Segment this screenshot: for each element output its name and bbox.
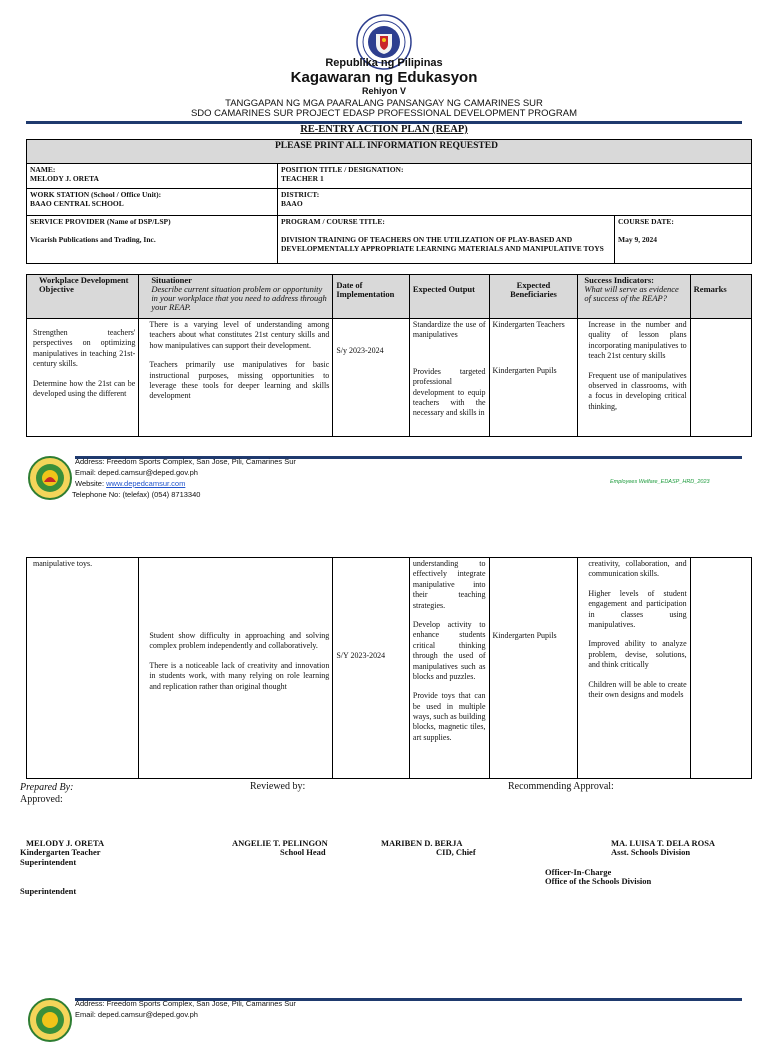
oic-office: Office of the Schools Division <box>545 876 652 886</box>
course-label: PROGRAM / COURSE TITLE: <box>281 217 385 226</box>
footer-address-2: Address: Freedom Sports Complex, San Jose, Pili, Camarines Sur <box>75 999 296 1008</box>
footer-email-2: Email: deped.camsur@deped.gov.ph <box>75 1010 198 1019</box>
situation-p2-1: Student show difficulty in approaching and solving complex problem independently and collaboratively. <box>149 631 330 651</box>
district-value: BAAO <box>281 199 303 208</box>
name-value: MELODY J. ORETA <box>30 174 99 183</box>
provider-label: SERVICE PROVIDER (Name of DSP/LSP) <box>30 217 171 226</box>
beneficiary-cell <box>489 319 578 437</box>
preparer-title: Kindergarten Teacher <box>20 847 101 857</box>
th-situation-label: Situationer <box>151 275 192 285</box>
course-value: DIVISION TRAINING OF TEACHERS ON THE UTILIZATION OF PLAY-BASED AND DEVELOPMENTALLY APPROPRIATE LEARNING MATERIALS AND MANIPULATIVE TOYS <box>281 235 604 253</box>
school-head-name: ANGELIE T. PELINGON <box>232 838 328 848</box>
division-seal-icon <box>28 456 72 500</box>
output-p2-3: Provide toys that can be used in multiple ways, such as building blocks, magnetic tiles, art supplies. <box>412 691 486 742</box>
objective-1: Strengthen teachers' perspectives on optimizing manipulatives in teaching 21st-century skills. <box>33 328 136 369</box>
remarks-cell-p2 <box>690 558 751 779</box>
asds-name: MA. LUISA T. DELA ROSA <box>611 838 716 848</box>
workstation-cell <box>27 189 278 216</box>
position-label: POSITION TITLE / DESIGNATION: <box>281 165 404 174</box>
th-situation <box>139 275 333 319</box>
output-p2-2: Develop activity to enhance students critical thinking through the used of manipulatives such as blocks and puzzles. <box>412 619 486 681</box>
date-value: May 9, 2024 <box>618 235 657 244</box>
footer-address: Address: Freedom Sports Complex, San Jose, Pili, Camarines Sur <box>75 457 296 466</box>
situation-2: Teachers primarily use manipulatives for basic instructional purposes, missing opportunities to leverage these tools for deeper learning and skills development <box>149 360 330 401</box>
indicator-cell-p2 <box>578 558 690 779</box>
school-head-title: School Head <box>280 847 326 857</box>
objective-cell <box>27 319 139 437</box>
name-label: NAME: <box>30 165 56 174</box>
info-table <box>26 139 752 264</box>
th-indicators <box>578 275 690 319</box>
recommending-label: Recommending Approval: <box>508 781 614 792</box>
situation-cell-p2 <box>139 558 333 779</box>
position-cell <box>278 164 752 189</box>
course-cell <box>278 216 615 264</box>
cid-name: MARIBEN D. BERJA <box>381 838 463 848</box>
footer-email: Email: deped.camsur@deped.gov.ph <box>75 468 198 477</box>
district-cell <box>278 189 752 216</box>
objective-2: Determine how the 21st can be developed using the different <box>33 378 136 398</box>
position-value: TEACHER 1 <box>281 174 324 183</box>
provider-value: Vicarish Publications and Trading, Inc. <box>30 235 156 244</box>
th-situation-desc: Describe current situation problem or opportunity in your workplace that you need to address through your REAP. <box>151 283 327 312</box>
situation-p2-2: There is a noticeable lack of creativity and innovation in students work, with many relying on role learning and replication rather than original thought <box>149 660 330 691</box>
th-output: Expected Output <box>409 275 489 319</box>
th-date: Date of Implementation <box>333 275 410 319</box>
indicator-1: Increase in the number and quality of lesson plans incorporating manipulatives to teach 21st century skills <box>588 320 687 361</box>
th-objective: Workplace Development Objective <box>27 275 139 319</box>
output-p2-1: understanding to effectively integrate manipulative into their teaching strategies. <box>412 559 486 610</box>
date-cell <box>615 216 752 264</box>
beneficiary-1: Kindergarten Teachers <box>492 320 565 329</box>
th-indicators-label: Success Indicators: <box>584 275 655 285</box>
reviewed-label: Reviewed by: <box>250 781 306 792</box>
footer-code: Employees Welfare_EDASP_HRD_2023 <box>610 479 710 485</box>
name-cell <box>27 164 278 189</box>
output-cell-p2 <box>409 558 489 779</box>
indicator-cell <box>578 319 690 437</box>
workstation-label: WORK STATION (School / Office Unit): <box>30 190 162 199</box>
indicator-p2-2: Higher levels of student engagement and participation in classes using manipulatives. <box>588 588 687 629</box>
implementation-date: S/y 2023-2024 <box>336 346 384 355</box>
preparer-name: MELODY J. ORETA <box>26 838 105 848</box>
footer-website-link[interactable]: www.depedcamsur.com <box>106 479 186 488</box>
reap-table-page1 <box>26 274 752 437</box>
output-1: Standardize the use of manipulatives <box>412 320 486 340</box>
indicator-2: Frequent use of manipulatives observed in classrooms, with a focus in developing critical thinking, <box>588 370 687 411</box>
division-seal-icon <box>28 998 72 1042</box>
asds-title: Asst. Schools Division <box>611 847 691 857</box>
approved-label: Approved: <box>20 794 63 805</box>
objective-cont: manipulative toys. <box>33 559 93 568</box>
footer-website <box>75 478 185 489</box>
th-indicators-desc: What will serve as evidence of success of the REAP? <box>584 283 679 303</box>
indicator-p2-4: Children will be able to create their own designs and models <box>588 679 687 699</box>
republic-text: Republika ng Pilipinas <box>325 57 443 69</box>
prepared-label: Prepared By: <box>20 782 74 793</box>
th-beneficiaries: Expected Beneficiaries <box>489 275 578 319</box>
print-notice: PLEASE PRINT ALL INFORMATION REQUESTED <box>27 140 752 164</box>
department-title: Kagawaran ng Edukasyon <box>290 69 478 86</box>
output-2: Provides targeted professional development to equip teachers with the necessary and skills in <box>412 366 486 418</box>
cid-title: CID, Chief <box>436 847 476 857</box>
footer-telephone: Telephone No: (telefax) (054) 8713340 <box>72 490 201 499</box>
superintendent-2: Superintendent <box>20 886 77 896</box>
date-cell <box>333 319 410 437</box>
footer-website-label: Website: <box>75 479 107 488</box>
remarks-cell <box>690 319 751 437</box>
oic-title: Officer-In-Charge <box>545 867 612 877</box>
beneficiary-cell-p2 <box>489 558 578 779</box>
th-remarks: Remarks <box>690 275 751 319</box>
situation-1: There is a varying level of understanding among teachers about what constitutes 21st century skills and how manipulatives can support their development. <box>149 320 330 350</box>
implementation-date-p2: S/Y 2023-2024 <box>336 651 386 660</box>
indicator-p2-3: Improved ability to analyze problem, devise, solutions, and think critically <box>588 639 687 670</box>
office-text: TANGGAPAN NG MGA PAARALANG PANSANGAY NG CAMARINES SUR <box>225 98 543 109</box>
provider-cell <box>27 216 278 264</box>
superintendent-1: Superintendent <box>20 857 77 867</box>
beneficiary-2: Kindergarten Pupils <box>492 366 557 376</box>
region-text: Rehiyon V <box>361 86 406 96</box>
program-text: SDO CAMARINES SUR PROJECT EDASP PROFESSIONAL DEVELOPMENT PROGRAM <box>190 108 578 119</box>
objective-cell-p2 <box>27 558 139 779</box>
indicator-p2-1: creativity, collaboration, and communication skills. <box>588 559 687 579</box>
workstation-value: BAAO CENTRAL SCHOOL <box>30 199 124 208</box>
beneficiary-p2: Kindergarten Pupils <box>492 631 557 640</box>
date-cell-p2 <box>333 558 410 779</box>
date-label: COURSE DATE: <box>618 217 674 226</box>
reap-table-page2 <box>26 557 752 779</box>
situation-cell <box>139 319 333 437</box>
district-label: DISTRICT: <box>281 190 320 199</box>
output-cell <box>409 319 489 437</box>
plan-title: RE-ENTRY ACTION PLAN (REAP) <box>300 124 468 135</box>
